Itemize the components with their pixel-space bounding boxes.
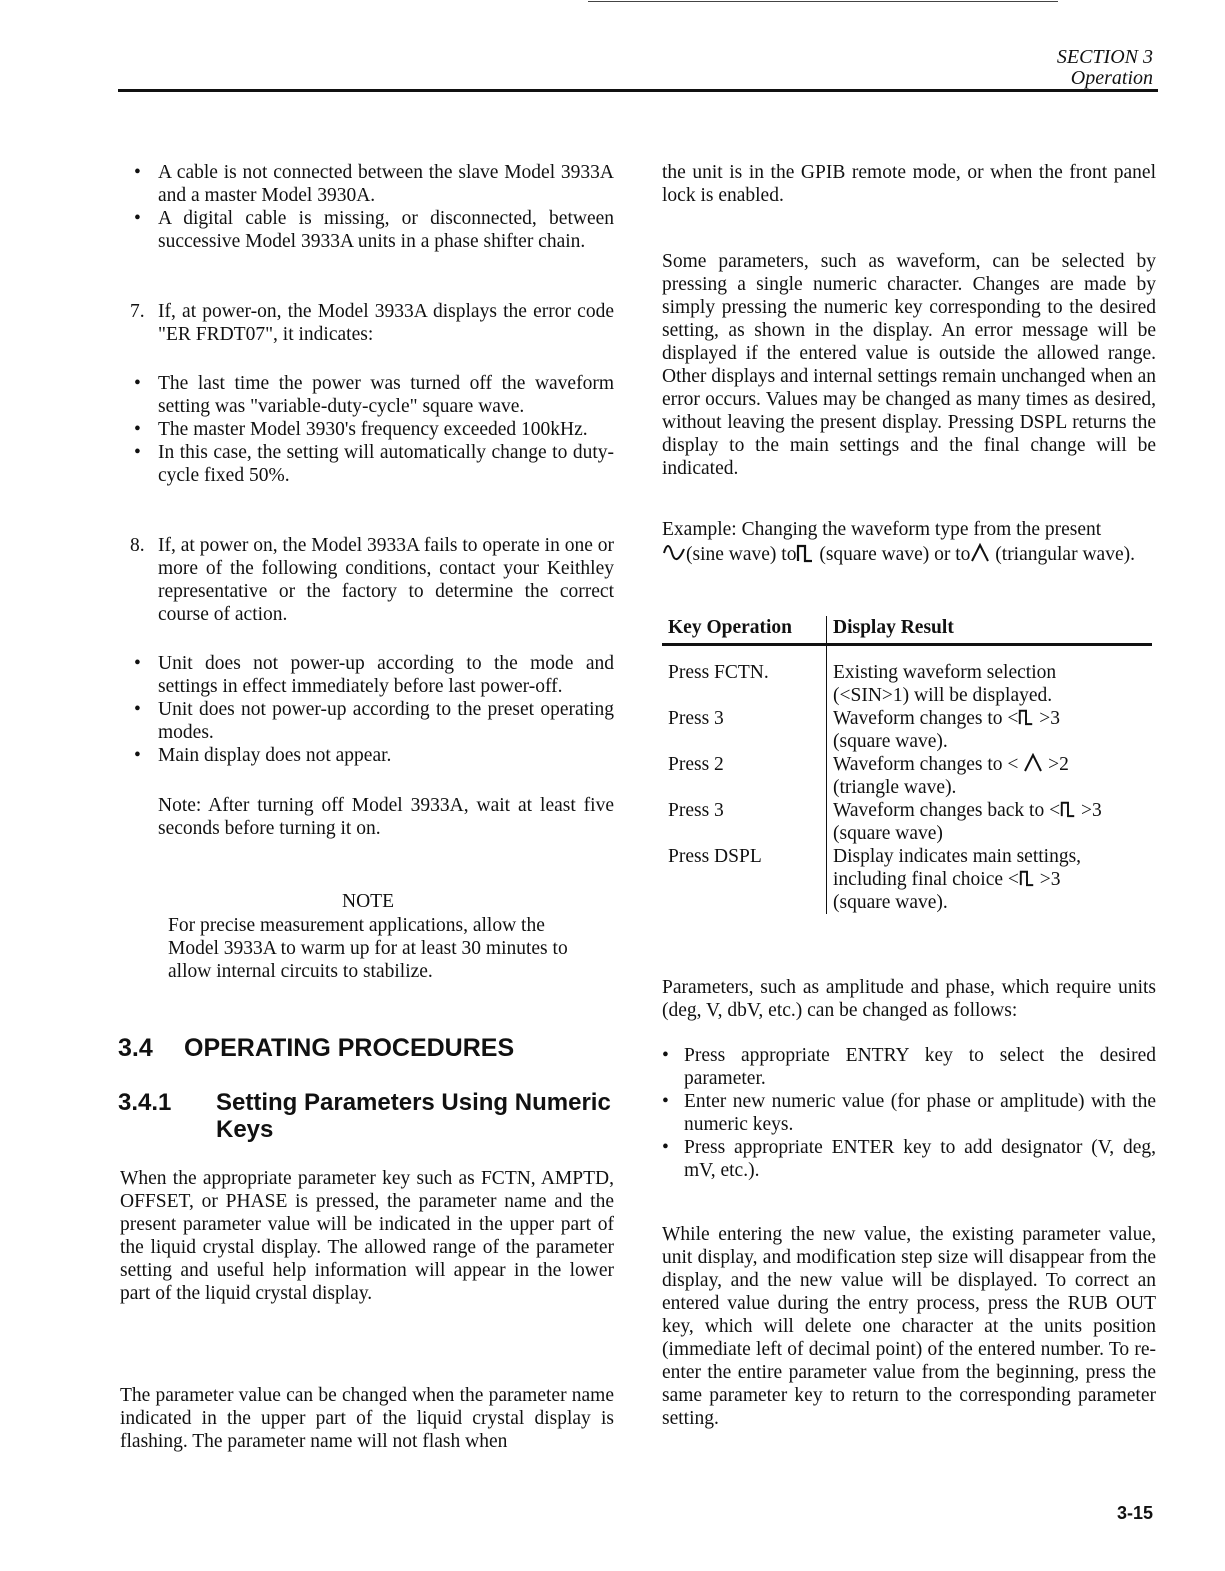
page-number: 3-15 [1116, 1503, 1153, 1523]
bullet-icon: • [134, 442, 141, 463]
paragraph-continued: the unit is in the GPIB remote mode, or when the front panel lock is enabled. [662, 162, 1156, 206]
bullet-icon: • [662, 1091, 669, 1112]
column-header: Key Operation [662, 616, 827, 645]
bullet-icon: • [134, 373, 141, 394]
left-bullets-b [120, 372, 614, 487]
list-item: • Press appropriate ENTRY key to select the desired parameter. [662, 1045, 1156, 1089]
square-wave-icon [796, 543, 814, 563]
list-item: • A cable is not connected between the slave Model 3933A and a master Model 3930A. [134, 162, 614, 206]
left-bullets-c [120, 652, 614, 767]
sine-wave-icon [662, 541, 686, 563]
list-item: • Unit does not power-up according to the preset operating modes. [134, 699, 614, 743]
list-item: • The master Model 3930's frequency exceeded 100kHz. [134, 419, 588, 440]
heading-text: Setting Parameters Using Numeric Keys [216, 1089, 611, 1143]
top-edge-line [588, 1, 1058, 2]
key-operation-table [662, 616, 1152, 914]
table-row: Press FCTN. Existing waveform selection (<SIN>1) will be displayed. [662, 645, 1152, 708]
table-row: Press 3 Waveform changes to < >3 (square wave). [662, 707, 1152, 753]
bullet-icon: • [134, 419, 141, 440]
note-text: For precise measurement applications, allow the Model 3933A to warm up for at least 30 minutes to allow internal circuits to stabilize. [168, 915, 568, 982]
item-7: 7. If, at power-on, the Model 3933A displays the error code "ER FRDT07", it indicates: [130, 301, 614, 345]
paragraph-flashing: The parameter value can be changed when the parameter name indicated in the upper part of the liquid crystal display is flashing. The parameter name will not flash when [120, 1385, 614, 1452]
paragraph-entering: While entering the new value, the existing parameter value, unit display, and modification step size will disappear from the display, and the new value will be displayed. To correct an entered value during the entry process, press the RUB OUT key, which will delete one character at the units position (immediate left of decimal point) of the entered number. To re-enter the entire parameter value from the beginning, press the same parameter key to return to the corresponding parameter setting. [662, 1224, 1156, 1429]
list-item: • Enter new numeric value (for phase or amplitude) with the numeric keys. [662, 1091, 1156, 1135]
right-bullets [662, 1044, 1156, 1182]
section-title: Operation [1070, 67, 1153, 89]
list-item: • The last time the power was turned off the waveform setting was "variable-duty-cycle" square wave. [134, 373, 614, 417]
section-label: SECTION 3 [1056, 46, 1153, 68]
power-off-note: Note: After turning off Model 3933A, wait at least five seconds before turning it on. [158, 795, 614, 839]
square-wave-icon [1018, 707, 1034, 727]
section-3-4-1-heading [118, 1089, 618, 1143]
paragraph-single-key: Some parameters, such as waveform, can be selected by pressing a single numeric character. Changes are made by simply pressing the numeric key corresponding to the desired setting, as shown in the display. An error message will be displayed if the entered value is outside the allowed range. Other displays and internal settings remain unchanged when an error occurs. Values may be changed as many times as desired, without leaving the present display. Pressing DSPL returns the display to the main settings and the final change will be indicated. [662, 251, 1156, 479]
bullet-icon: • [662, 1045, 669, 1066]
section-3-4-heading [118, 1034, 618, 1062]
bullet-icon: • [662, 1137, 669, 1158]
table-row: Press 2 Waveform changes to < >2 (triangle wave). [662, 753, 1152, 799]
heading-number: 3.4 [118, 1034, 153, 1062]
table-row: Press 3 Waveform changes back to < >3 (square wave) [662, 799, 1152, 845]
bullet-icon: • [134, 745, 141, 766]
bullet-icon: • [134, 699, 141, 720]
table-row: Press DSPL Display indicates main settings, including final choice < >3 (square wave). [662, 845, 1152, 914]
note-heading: NOTE [342, 891, 394, 912]
waveform-example: Example: Changing the waveform type from the present (sine wave) to (square wave) or to (triangular wave). [662, 519, 1135, 565]
heading-number: 3.4.1 [118, 1089, 172, 1116]
bullet-icon: • [134, 162, 141, 183]
list-item: • Unit does not power-up according to the mode and settings in effect immediately before last power-off. [134, 653, 614, 697]
column-header: Display Result [827, 616, 1153, 645]
square-wave-icon [1019, 868, 1035, 888]
bullet-icon: • [134, 653, 141, 674]
left-bullets-a [120, 161, 614, 253]
list-item: • A digital cable is missing, or disconnected, between successive Model 3933A units in a phase shifter chain. [134, 208, 614, 252]
list-item: • Main display does not appear. [134, 745, 392, 766]
bullet-icon: • [134, 208, 141, 229]
square-wave-icon [1060, 799, 1076, 819]
paragraph-parameter-keys: When the appropriate parameter key such as FCTN, AMPTD, OFFSET, or PHASE is pressed, the parameter name and the present parameter value will be indicated in the upper part of the liquid crystal display. The allowed range of the parameter setting and useful help information will appear in the lower part of the liquid crystal display. [120, 1168, 614, 1304]
heading-text: OPERATING PROCEDURES [184, 1034, 515, 1062]
list-item: • Press appropriate ENTER key to add designator (V, deg, mV, etc.). [662, 1137, 1156, 1181]
list-item: • In this case, the setting will automatically change to duty-cycle fixed 50%. [134, 442, 614, 486]
item-8: 8. If, at power on, the Model 3933A fails to operate in one or more of the following conditions, contact your Keithley representative or the factory to determine the correct course of action. [130, 535, 614, 625]
paragraph-units: Parameters, such as amplitude and phase, which require units (deg, V, dbV, etc.) can be changed as follows: [662, 977, 1156, 1021]
header-rule [118, 89, 1158, 92]
triangle-wave-icon [970, 543, 990, 563]
triangle-wave-icon [1023, 753, 1043, 773]
